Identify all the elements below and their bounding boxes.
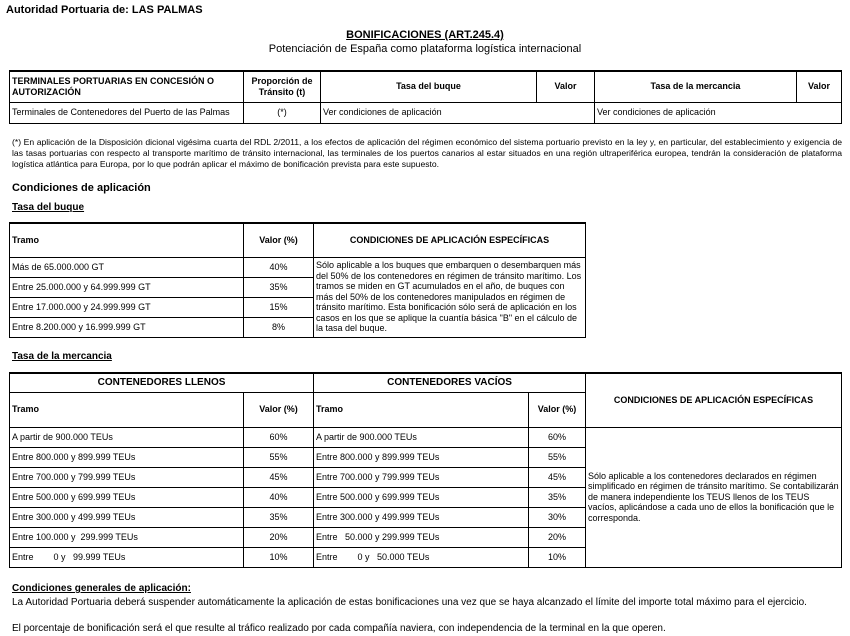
proportion-value: (*) — [244, 102, 321, 123]
goods-fee-table — [9, 372, 842, 568]
summary-table — [9, 70, 842, 124]
ship-header-valor: Valor (%) — [244, 223, 314, 257]
goods-header-valor-full: Valor (%) — [244, 392, 314, 427]
goods-header-conditions: CONDICIONES DE APLICACIÓN ESPECÍFICAS — [586, 373, 842, 427]
table-row: Entre 0 y 99.999 TEUs — [10, 547, 244, 567]
table-row: Entre 0 y 50.000 TEUs — [314, 547, 529, 567]
section-general-conditions: Condiciones generales de aplicación: — [12, 583, 191, 594]
table-row: Entre 25.000.000 y 64.999.999 GT — [10, 277, 244, 297]
section-ship-fee: Tasa del buque — [12, 202, 85, 213]
table-cell-value: 10% — [529, 547, 586, 567]
section-goods-fee: Tasa de la mercancia — [12, 351, 112, 362]
table-cell-value: 30% — [529, 507, 586, 527]
table-row: Entre 50.000 y 299.999 TEUs — [314, 527, 529, 547]
table-row: Entre 700.000 y 799.999 TEUs — [314, 467, 529, 487]
table-row: Entre 8.200.000 y 16.999.999 GT — [10, 317, 244, 337]
general-condition-2: El porcentaje de bonificación será el que resulte al tráfico realizado por cada compañía naviera, con independencia de la terminal en la que operen. — [12, 623, 666, 634]
table-cell-value: 35% — [244, 277, 314, 297]
authority-title: Autoridad Portuaria de: LAS PALMAS — [6, 4, 203, 16]
table-row: A partir de 900.000 TEUs — [314, 427, 529, 447]
table-cell-value: 20% — [529, 527, 586, 547]
table-row: Entre 100.000 y 299.999 TEUs — [10, 527, 244, 547]
table-row: Entre 500.000 y 699.999 TEUs — [314, 487, 529, 507]
goods-header-full: CONTENEDORES LLENOS — [10, 373, 314, 392]
header-value-goods: Valor — [797, 71, 842, 102]
table-row: Entre 300.000 y 499.999 TEUs — [10, 507, 244, 527]
table-row: Entre 800.000 y 899.999 TEUs — [10, 447, 244, 467]
goods-header-valor-empty: Valor (%) — [529, 392, 586, 427]
table-cell-value: 60% — [529, 427, 586, 447]
page-title: BONIFICACIONES (ART.245.4) — [346, 29, 504, 41]
goods-fee-link: Ver condiciones de aplicación — [595, 102, 842, 123]
table-cell-value: 40% — [244, 487, 314, 507]
ship-fee-link: Ver condiciones de aplicación — [321, 102, 595, 123]
table-cell-value: 8% — [244, 317, 314, 337]
header-ship-fee: Tasa del buque — [321, 71, 537, 102]
goods-conditions-text: Sólo aplicable a los contenedores declarados en régimen simplificado en régimen de tránsito marítimo. Se contabilizarán de manera independiente los TEUS llenos de los TEUS vacíos, aplicándose a cada uno de ellos la bonificación que le corresponda. — [586, 427, 842, 567]
table-row: Entre 17.000.000 y 24.999.999 GT — [10, 297, 244, 317]
table-cell-value: 10% — [244, 547, 314, 567]
goods-header-empty: CONTENEDORES VACÍOS — [314, 373, 586, 392]
section-conditions: Condiciones de aplicación — [12, 182, 151, 194]
table-row: Entre 800.000 y 899.999 TEUs — [314, 447, 529, 467]
table-cell-value: 55% — [244, 447, 314, 467]
goods-header-tramo-empty: Tramo — [314, 392, 529, 427]
table-cell-value: 60% — [244, 427, 314, 447]
table-row: Más de 65.000.000 GT — [10, 257, 244, 277]
ship-fee-table — [9, 222, 586, 338]
ship-header-tramo: Tramo — [10, 223, 244, 257]
header-proportion: Proporción de Tránsito (t) — [244, 71, 321, 102]
table-row: Entre 300.000 y 499.999 TEUs — [314, 507, 529, 527]
header-terminals: TERMINALES PORTUARIAS EN CONCESIÓN O AUTORIZACIÓN — [10, 71, 244, 102]
page-subtitle: Potenciación de España como plataforma logística internacional — [268, 43, 582, 55]
footnote: (*) En aplicación de la Disposición dicional vigésima cuarta del RDL 2/2011, a los efectos de aplicación del régimen económico del sistema portuario previsto en la ley y, en particular, del establecimiento y exigencia de las tasas portuarias con respecto al transporte marítimo de tránsito internacional, las terminales de los puertos canarios al estar situados en una región ultraperiférica europea, tendrán la consideración de plataforma logística atlántica para Europa, por lo que podrán aplicar el máximo de bonificación prevista para este supuesto. — [12, 137, 842, 169]
ship-header-conditions: CONDICIONES DE APLICACIÓN ESPECÍFICAS — [314, 223, 586, 257]
ship-conditions-text: Sólo aplicable a los buques que embarquen o desembarquen más del 50% de los contenedores en régimen de tránsito marítimo. Los tramos se miden en GT acumulados en el año, de buques con más del 50% de los contenedores manipulados en régimen de tránsito marítimo. Esta bonificación sólo será de aplicación en los casos en los que se aplique la cuantía básica "B" en el cálculo de la tasa del buque. — [314, 257, 586, 337]
table-cell-value: 55% — [529, 447, 586, 467]
terminal-name: Terminales de Contenedores del Puerto de las Palmas — [10, 102, 244, 123]
header-value-ship: Valor — [537, 71, 595, 102]
table-cell-value: 15% — [244, 297, 314, 317]
table-cell-value: 35% — [244, 507, 314, 527]
table-cell-value: 35% — [529, 487, 586, 507]
goods-header-tramo-full: Tramo — [10, 392, 244, 427]
general-condition-1: La Autoridad Portuaria deberá suspender automáticamente la aplicación de estas bonificaciones una vez que se haya alcanzado el límite del importe total máximo para el ejercicio. — [12, 597, 807, 608]
table-row: Entre 700.000 y 799.999 TEUs — [10, 467, 244, 487]
table-cell-value: 40% — [244, 257, 314, 277]
table-cell-value: 45% — [529, 467, 586, 487]
table-cell-value: 45% — [244, 467, 314, 487]
header-goods-fee: Tasa de la mercancia — [595, 71, 797, 102]
table-row: A partir de 900.000 TEUs — [10, 427, 244, 447]
table-row: Entre 500.000 y 699.999 TEUs — [10, 487, 244, 507]
table-cell-value: 20% — [244, 527, 314, 547]
